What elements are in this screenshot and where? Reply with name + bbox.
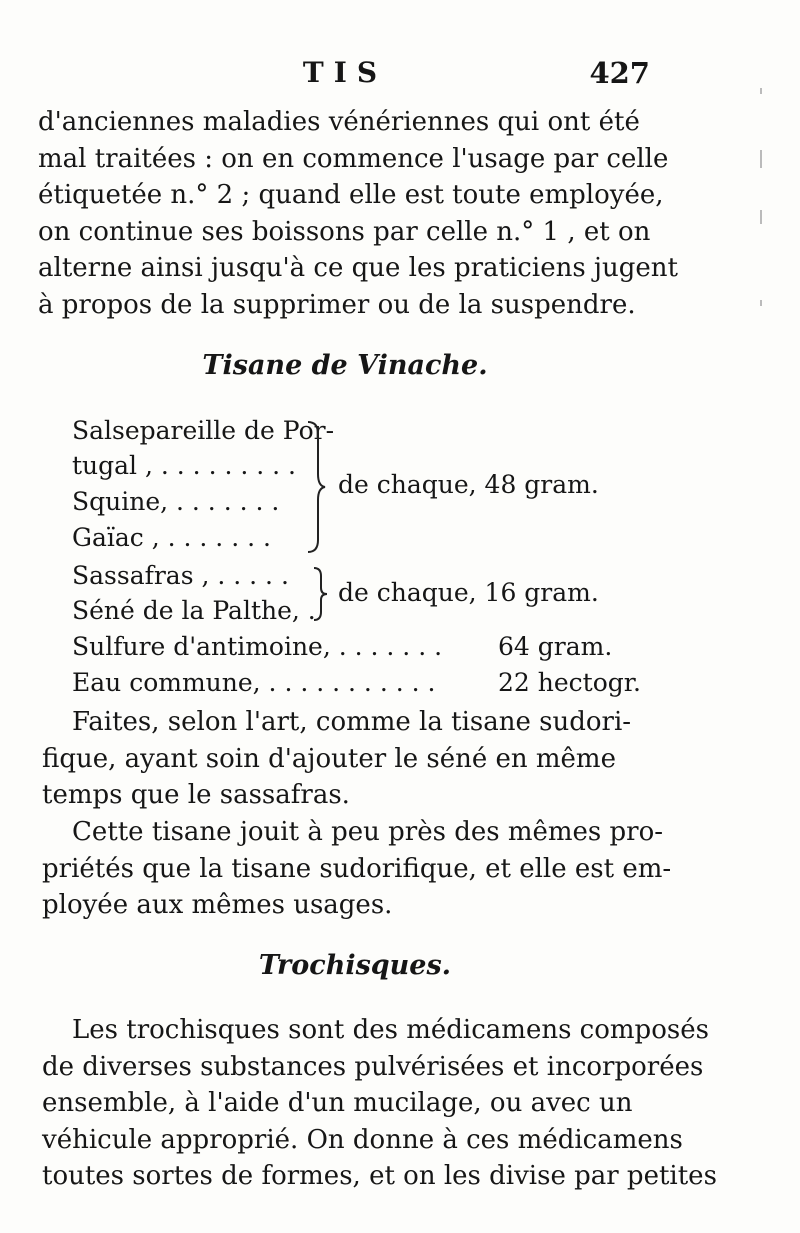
margin-mark [760,88,762,94]
text-line: véhicule approprié. On donne à ces médicamens [42,1124,683,1155]
intro-paragraph [38,104,678,323]
section-title-tisane-de-vinache: Tisane de Vinache. [202,350,488,381]
text-line: de diverses substances pulvérisées et incorporées [42,1051,704,1082]
text-line: Les trochisques sont des médicamens composés [72,1015,709,1045]
ingredient-line: Sulfure d'antimoine, . . . . . . . [72,632,443,661]
running-head: TIS [302,56,388,89]
ingredient-line: Squine, . . . . . . . [72,487,280,516]
text-line: ployée aux mêmes usages. [42,890,393,920]
curly-brace-icon [306,420,326,554]
text-line: on continue ses boissons par celle n.° 1 , et on [38,216,651,247]
text-line: mal traitées : on en commence l'usage par celle [38,143,669,174]
text-line: ensemble, à l'aide d'un mucilage, ou avec un [42,1088,633,1118]
ingredient-amount: 22 hectogr. [498,668,641,697]
curly-brace-icon [312,566,328,622]
text-line: Faites, selon l'art, comme la tisane sudori- [72,707,632,737]
margin-mark [760,150,762,168]
text-line: étiquetée n.° 2 ; quand elle est toute employée, [38,180,664,210]
trochisques-paragraph [42,1012,717,1195]
page-header [40,56,650,96]
ingredient-line: Gaïac , . . . . . . . [72,523,271,552]
page-number: 427 [589,56,650,90]
text-line: fique, ayant soin d'ajouter le séné en même [42,743,616,774]
preparation-paragraph [42,704,650,814]
text-line: alterne ainsi jusqu'à ce que les praticiens jugent [38,253,678,283]
ingredient-line: Sassafras , . . . . . [72,561,289,590]
ingredient-line: Eau commune, . . . . . . . . . . . [72,668,436,697]
ingredient-line: Salsepareille de Por- [72,416,335,445]
text-line: à propos de la supprimer ou de la suspendre. [38,289,636,320]
section-title-trochisques: Trochisques. [258,950,452,981]
group-quantity: de chaque, 48 gram. [338,470,599,499]
group-quantity: de chaque, 16 gram. [338,578,599,607]
ingredient-line: tugal , . . . . . . . . . [72,451,296,480]
text-line: d'anciennes maladies vénériennes qui ont été [38,107,640,137]
ingredient-line: Séné de la Palthe, . [72,596,316,625]
ingredient-amount: 64 gram. [498,632,613,661]
margin-mark [760,300,762,306]
properties-paragraph [42,814,672,924]
text-line: Cette tisane jouit à peu près des mêmes pro- [72,817,664,847]
text-line: toutes sortes de formes, et on les divise par petites [42,1161,717,1191]
text-line: temps que le sassafras. [42,780,350,810]
margin-mark [760,210,762,224]
text-line: priétés que la tisane sudorifique, et elle est em- [42,853,672,884]
